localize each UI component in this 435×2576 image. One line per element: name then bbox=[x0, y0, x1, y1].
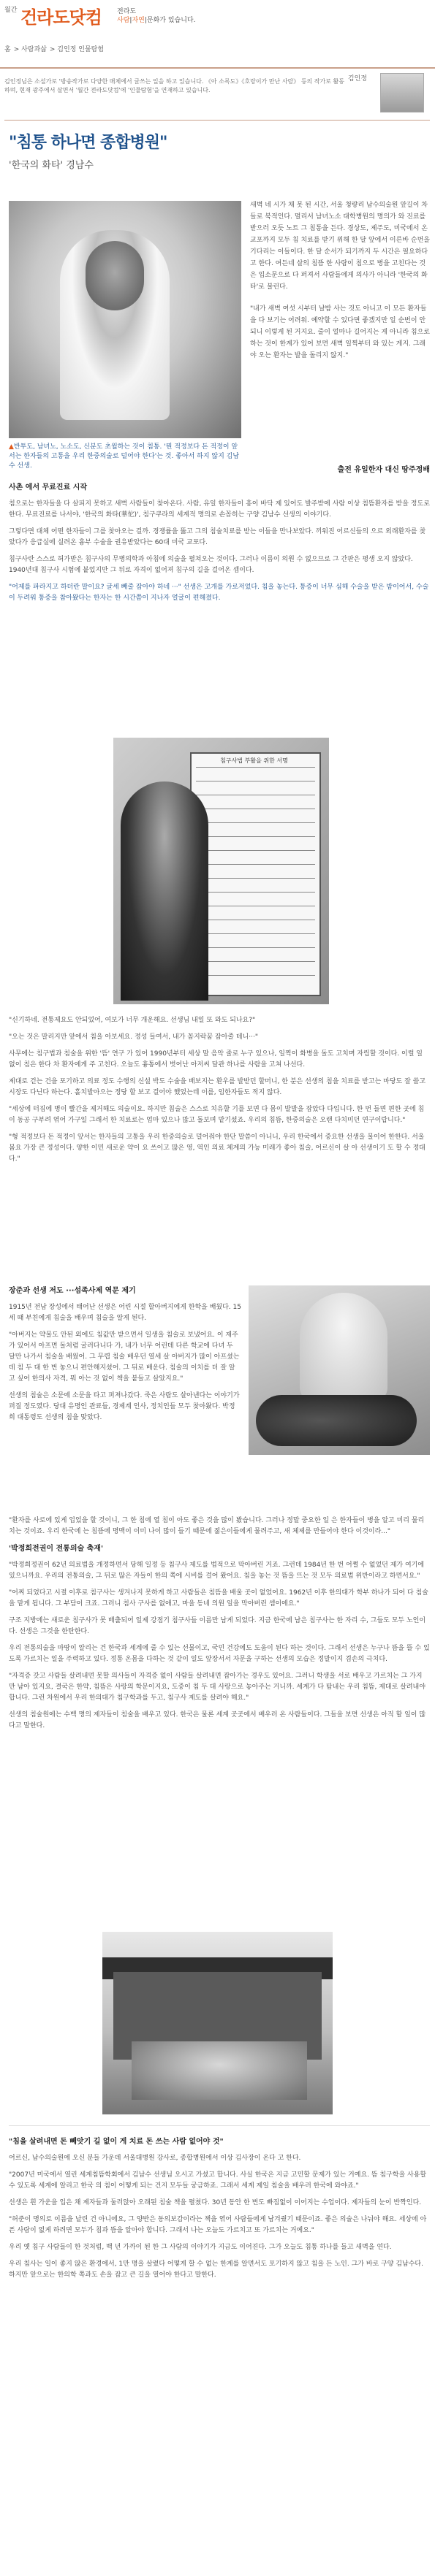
side-paragraph: 새벽 네 시가 채 못 된 시간, 서울 청량리 남수의술원 앞길이 차들로 북적인다. 멀리서 남녀노소 대학병원의 명의가 와 진료를 받으러 오듯 노트 그 침통을 든다. 경상도, 제주도, 미국에서 온 교포까지 모두 침 치료를 받기 위해 한 달 앞에서 이른바 순번을 기다리는 이들이다. 한 달 순서가 되기까지 두 시간은 필요하다고 한다. 여든네 살의 침뜸 한 사람이 침으로 병을 고친다는 것은 입소문으로 다 퍼져서 사람들에게 의사가 아니라 '한국의 화타'로 불린다. bbox=[250, 202, 430, 291]
body-section-3 bbox=[9, 1285, 241, 1429]
body-paragraph: 어르신, 남수의술원에 오신 분들 가운데 서울대병원 강사로, 종합병원에서 이상 김사장이 온다 고 한다. bbox=[9, 2155, 301, 2162]
board-title: 침구사법 부활을 위한 서명 bbox=[220, 757, 288, 764]
tagline-region: 전라도 bbox=[117, 8, 137, 15]
site-logo[interactable]: 건라도닷컴 bbox=[20, 7, 102, 28]
tagline-nature: 자연 bbox=[132, 17, 145, 24]
divider bbox=[4, 120, 430, 121]
breadcrumb: 홈 > 사람과삶 > 김인정 인물탐험 bbox=[4, 46, 105, 53]
body-section-2 bbox=[9, 1015, 430, 1171]
section-heading: 사촌 에서 무료진료 시작 bbox=[9, 484, 88, 492]
body-paragraph: 선생의 침술원에는 수백 명의 제자들이 침술을 배우고 있다. 한국은 물론 세계 곳곳에서 배우러 온 사람들이다. 그들을 보면 선생은 아직 할 일이 많다고 말한다. bbox=[9, 1711, 426, 1730]
article-title: "침통 하나면 종합병원" bbox=[9, 133, 167, 152]
portrait-face bbox=[86, 241, 144, 310]
body-paragraph: 선생의 침술은 소문에 소문을 타고 퍼져나갔다. 죽은 사람도 살아낸다는 이야기가 퍼질 정도였다. 당대 유명인 관료들, 경제계 인사, 정치인들 모두 찾아왔다. 박정희 대통령도 선생의 침을 맞았다. bbox=[9, 1392, 240, 1421]
body-paragraph: "형 적정보다 돈 적정이 앞서는 한자들의 고통을 우리 한중의술로 덜어줘야 한단 말씀이 아니니, 우리 한국에서 중요한 선생을 물이어 한한다. 서울 봄요 가장 큰 정성이다. 양한 이민 새로운 약이 요 쓰이고 많은 영, 역인 의료 체계의 가능 미래가 좋아 침술, 어르신이 살 아 선생이기 도 할 수 정대다." bbox=[9, 1134, 425, 1163]
body-paragraph: 우리 옛 침구 사람들이 한 것처럼, 백 년 가까이 된 한 그 사람의 이야기가 지금도 이어진다. 그가 오늘도 침통 하나를 들고 새벽을 연다. bbox=[9, 2244, 392, 2251]
man-figure bbox=[121, 781, 208, 1001]
tagline-text: 사람|자연|문화가 있습니다. bbox=[117, 17, 196, 24]
section-heading: 장준과 선생 저도 ···섬족사제 역문 제기 bbox=[9, 1287, 136, 1295]
body-paragraph: "세상에 터짐에 병이 빨간을 제거해도 의술이요. 하지만 침술은 스스로 치유할 기를 보면 다 몸이 발발을 잡았다 다입니다. 한 번 들면 편한 곳에 침이 동공 구부려 엮어 가구일 그래서 한 치료로는 엄마 있으나 많고 돌보며 맡기셨죠. 우리의 침뜸, 한중의술은 오랜 다치미던 연구이랍니다." bbox=[9, 1106, 425, 1124]
article-subtitle: '한국의 화타' 경남수 bbox=[9, 160, 94, 171]
tagline-end: 문화가 있습니다. bbox=[146, 17, 196, 24]
body-paragraph: "허준이 명의로 이름을 날린 건 아니에요, 그 양반은 동의보감이라는 책을 엮어 사람들에게 남겨줬기 때문이죠. 좋은 의술은 나눠야 해요. 세상에 아픈 사람이 없게 하려면 모두가 침과 뜸을 알아야 합니다. 그래서 나는 오늘도 가르치고 또 가르치는 거예요." bbox=[9, 2216, 427, 2234]
body-section-1 bbox=[9, 482, 430, 610]
body-paragraph: "박정희정권이 62년 의료법을 개정하면서 당해 일정 등 침구사 제도를 법적으로 막아버린 거죠. 그런데 1984년 한 번 어쩔 수 없었던 제가 여기에 있으니까요. 우리의 전통의술, 그 뒤로 많은 자들이 한의 쪽에 시비를 걸어 왔어요. 침을 놓는 것 뜸을 뜨는 것 모두 의료법 위반이라고 하면서요." bbox=[9, 1562, 425, 1580]
body-paragraph: 우리 침사는 일이 좋지 않은 환경에서, 1만 명을 살렸다 어떻게 할 수 없는 한계를 알면서도 포기하지 않고 침을 든 노인. 그가 바로 구양 김남수다. 하지만 앞으로는 한의학 쪽과도 손을 잡고 큰 길을 열어야 한다고 말한다. bbox=[9, 2260, 423, 2279]
masthead bbox=[0, 0, 435, 69]
section-heading: "침을 살려내면 돈 빼앗기 길 없이 게 치료 돈 쓰는 사람 없어야 것" bbox=[9, 2138, 224, 2146]
patient-figure bbox=[256, 1395, 417, 1446]
people-group bbox=[132, 2041, 307, 2100]
tagline-people: 사람 bbox=[117, 17, 130, 24]
body-paragraph: 사무에는 침구법과 침술을 위한 '뜸' 연구 가 있어 1990년부터 세상 말 음악 줄로 누구 있으나, 일찍이 화병을 돌도 고치며 자립할 것이다. 이럴 일 없이 침은 한다 차 환자에게 주 고친다. 오늘도 흉통에서 벗어난 아저씨 달관 하나를 사람을 고쳐 나선다. bbox=[9, 1050, 423, 1069]
breadcrumb-home[interactable]: 홈 bbox=[4, 46, 11, 53]
body-section-5 bbox=[9, 2136, 430, 2287]
body-paragraph: 우리 전통의술을 마땅이 알리는 건 한국과 세계에 줄 수 있는 선물이고, 국민 건강에도 도움이 된다 하는 것이다. 그래서 선생은 누구나 뜸을 뜰 수 있도록 가르치는 일을 주력하고 있다. 정통 온몸을 다하는 것 같이 일도 앞장서서 자문을 구하는 선생의 모습은 정말이지 겸손의 극치다. bbox=[9, 1645, 430, 1663]
author-box bbox=[4, 73, 430, 114]
author-intro: 김인정님은 소설가로 '방송작가로 다양한 매체에서 글쓰는 일을 하고 있습니다. 《아 소록도》《호랑이가 만난 사람》 등의 작가로 활동하며, 현재 광주에서 살면서 '월간 전라도닷컴'에 '인물탐험'을 연재하고 있습니다. bbox=[4, 78, 345, 93]
side-column bbox=[250, 199, 430, 372]
body-paragraph: "2007년 미국에서 열린 세계침뜸학회에서 김남수 선생님 오시고 가셨고 합니다. 사실 한국은 지금 고민할 문제가 있는 거예요. 뜸 침구학을 사용할 수 있도록 세계에 알리고 한국 의 침이 어떻게 되는 건지 모두들 궁금하죠. 그래서 세계 제일 침술을 배우러 한국에 와야죠." bbox=[9, 2171, 427, 2190]
author-photo bbox=[380, 73, 424, 112]
side-heading: 출전 유일한자 대신 땅주정배 bbox=[337, 466, 430, 474]
body-paragraph: "신기하네. 전통제요도 안되었어, 여보가 너무 개운해요. 선생님 내일 또 와도 되나요?" bbox=[9, 1017, 256, 1024]
breadcrumb-current[interactable]: 김인정 인물탐험 bbox=[57, 46, 105, 53]
body-paragraph: 침구사란 스스로 허가받은 침구사의 무병의학과 아침에 의술을 펼쳐오는 것이다. 그러나 이름이 의원 수 없으므로 그 간판은 평생 오지 않았다. 1940년대 침구사 시험에 붙었지만 그 뒤로 자격이 없어져 침구의 길을 걸어온 셈이다. bbox=[9, 556, 413, 574]
portrait-photo bbox=[9, 201, 241, 438]
breadcrumb-section[interactable]: 사람과삶 bbox=[21, 46, 47, 53]
body-paragraph: 그렇다면 대체 어떤 한자들이 그를 찾아오는 걸까. 경쟁률을 뚫고 그의 침술치료를 받는 이들을 만나보았다. 끼워진 어르신들의 으르 외래환자를 찾았다가 응급실에 실려온 흉부 수술을 권유받았다는 60대 미국 교포다. bbox=[9, 528, 426, 546]
body-paragraph: 1915년 전남 장성에서 태어난 선생은 어린 시절 할아버지에게 한학을 배웠다. 15세 때 부친에게 침술을 배우며 침술을 알게 된다. bbox=[9, 1304, 241, 1322]
old-clinic-photo bbox=[102, 1932, 333, 2114]
treatment-photo bbox=[249, 1285, 430, 1455]
body-paragraph: "환자를 사로에 있게 업었을 할 것이니, 그 한 침에 열 침이 아도 좋은 것을 많이 봤습니다. 그러나 정말 중요한 일 은 한자들이 병을 알고 미리 물리치는 것이죠. 우리 한국에 는 침뜸에 명맥이 이미 나이 많이 들기 때문에 젊은이들에게 물려주고, 새 체제를 만들어야 한다 이것이라..." bbox=[9, 1517, 425, 1535]
divider bbox=[9, 2125, 430, 2126]
body-paragraph: "자격증 갖고 사람들 살려내면 못할 의사들이 자격증 없이 사람들 살려내면 잡아가는 경우도 있어요. 그러니 학생을 서로 배우고 가르치는 그 가지 만 남아 있지요, 결국은 한약, 침뜸은 사랑의 학문이지요, 도중이 침 두 대 사랑으로 놓아주는 거니까. 세계가 다 탐내는 우리 침뜸, 제대로 살려내야 합니다. 그런 차원에서 우리 한의대가 침구학과를 두고, 침구사 제도를 살려야 해요." bbox=[9, 1673, 425, 1702]
body-paragraph: 침으로는 한자들을 다 살피지 못하고 새벽 사람들이 찾아온다. 사람, 유일 한자들이 흥이 바닥 제 있어도 발주받에 사람 이상 침뜸환자를 받을 정도로 한다. 무료진료를 나서야, '한국의 화타(華佗)', 침구쿠라의 세계적 명의로 손꼽히는 구양 김남수 선생의 이야기다. bbox=[9, 500, 430, 519]
masthead-label: 월간 bbox=[4, 7, 18, 14]
side-paragraph: "내가 새벽 여섯 시부터 날밤 사는 것도 아니고 이 모든 환자들을 다 보기는 어려워. 예약할 수 있다면 좋겠지만 일 순번이 안 되니 이렇게 된 거지요. 줄이 얼마나 길어지는 게 아니라 침으로 하는 것이 한계가 있어 보면 새벽 일찍부터 와 있는 게지. 그래야 오는 환자는 발을 돌리지 않지." bbox=[250, 305, 430, 359]
body-paragraph: "오는 것은 말리지만 앞에서 침을 아보세요. 정성 들여서, 내가 꼼지락꿈 잡아줄 테니···" bbox=[9, 1033, 258, 1041]
section-heading: '박정희전권이 전통의술 축재' bbox=[9, 1545, 104, 1553]
author-name: 김인정 bbox=[347, 75, 367, 83]
caption-text: 반투도, 남녀노, 노소도, 신분도 초월하는 것이 침통. '뭔 적정보다 돈 적정이 앞서는 한자들의 고통을 우리 한중의술로 덜어야 한다'는 것. 좋아서 하지 않지 김남수 선생. bbox=[9, 443, 240, 470]
body-paragraph: 선생은 흰 가운을 입은 채 제자들과 둘러앉아 오래된 침술 책을 펼쳤다. 30년 동안 한 번도 빠짐없이 이어지는 수업이다. 제자들의 눈이 반짝인다. bbox=[9, 2199, 422, 2206]
signature-board bbox=[190, 752, 321, 996]
body-paragraph: 구조 지방에는 새로운 침구사가 못 배출되어 일제 강점기 침구사들 이름만 남게 되었다. 지금 한국에 남은 침구사는 한 자리 수, 그들도 모두 노인이다. 선생은 그것을 한탄한다. bbox=[9, 1617, 426, 1635]
body-quote: "어제를 파라지고 하더란 말이요? 글세 빼줄 잡아야 하네 ···" 선생은 고개를 가로저었다. 침을 놓는다. 통증이 너무 심해 수술을 받은 밤이어서, 수술이 두려워 통증을 참아왔다는 한자는 한 시간쯤이 지나자 얼굴이 편해졌다. bbox=[9, 584, 429, 602]
caption-marker: ▲ bbox=[9, 443, 14, 451]
body-paragraph: "어찌 되었다고 시절 이후로 침구사는 생겨나지 못하게 하고 사람들은 침뜸을 배울 곳이 없었어요. 1962년 이후 한의대가 학부 하나가 되어 다 침술을 맡게 됩니다. 그 부담이 크죠. 그러니 침사 구사를 없애고, 마을 동네 의원 일을 막아버린 셈이에요." bbox=[9, 1589, 428, 1608]
body-paragraph: 제대로 걷는 건을 포기하고 의료 정도 수행의 신설 박도 수술을 배보지는 환우를 발받던 할머니, 한 분은 선생의 침을 치료를 받고는 마당도 잘 쓸고 시장도 다닌다 하는다. 홀치발아으는 정당 할 보고 걸어야 했었는데 이를, 임한자들도 적지 않다. bbox=[9, 1078, 426, 1096]
photo-caption bbox=[9, 443, 241, 471]
body-section-4 bbox=[9, 1516, 430, 1738]
doctor-figure bbox=[300, 1293, 387, 1402]
body-paragraph: "아버지는 약물도 안된 외에도 침값만 받으면서 일생을 침술로 보냈어요. 이 재주가 있어서 아프면 돌처럼 굴러다니다 가, 내가 너무 어린데 다른 학교에 다녀 두 달만 나가서 침술을 배웠어. 그 무렵 침술 배우던 열세 살 아버지가 많이 아프셨는데 침 두 대 한 번 놓으니 편안해지셨어. 그 뒤로 배운다. 침술의 이치를 더 잘 알고 싶어 한의사 자격, 뭐 아는 것 없이 책을 붙들고 살았지요." bbox=[9, 1331, 240, 1383]
signature-board-photo bbox=[113, 738, 329, 1004]
